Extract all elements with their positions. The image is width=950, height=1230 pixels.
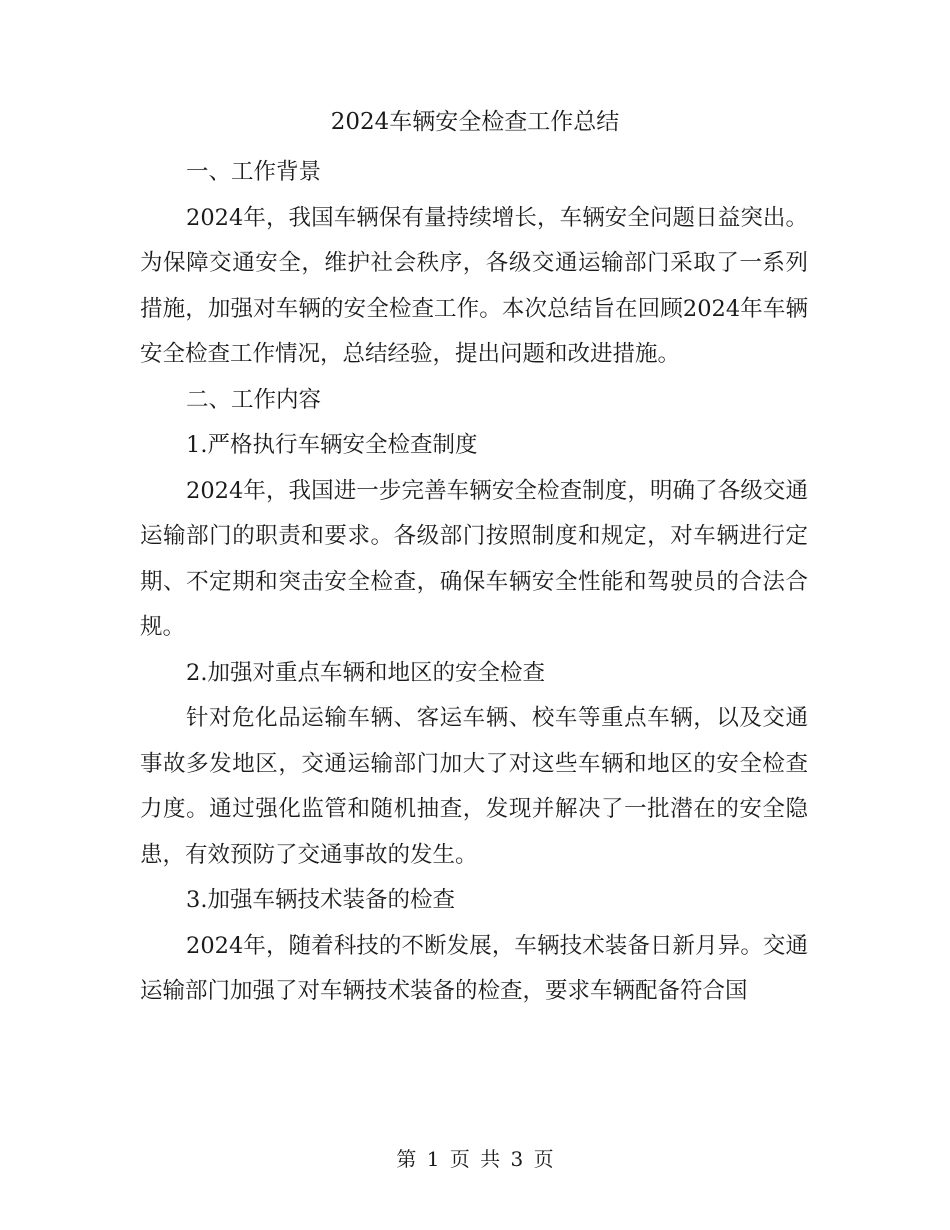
paragraph-3: 2024年，随着科技的不断发展，车辆技术装备日新月异。交通运输部门加强了对车辆技术装备的检查，要求车辆配备符合国 <box>140 932 808 1004</box>
paragraph-2: 针对危化品运输车辆、客运车辆、校车等重点车辆，以及交通事故多发地区，交通运输部门加大了对这些车辆和地区的安全检查力度。通过强化监管和随机抽查，发现并解决了一批潜在的安全隐患，有效预防了交通事故的发生。 <box>140 705 808 868</box>
document-body <box>140 150 808 1015</box>
page-number-footer: 第 1 页 共 3 页 <box>396 1147 554 1171</box>
subheading-2: 2.加强对重点车辆和地区的安全检查 <box>186 659 545 686</box>
paragraph-1: 2024年，我国进一步完善车辆安全检查制度，明确了各级交通运输部门的职责和要求。各级部门按照制度和规定，对车辆进行定期、不定期和突击安全检查，确保车辆安全性能和驾驶员的合法合规。 <box>140 477 808 640</box>
section-heading-content: 二、工作内容 <box>186 386 322 413</box>
section-heading-background: 一、工作背景 <box>186 159 322 185</box>
subheading-3: 3.加强车辆技术装备的检查 <box>186 887 455 913</box>
paragraph-background: 2024年，我国车辆保有量持续增长，车辆安全问题日益突出。为保障交通安全，维护社会秩序，各级交通运输部门采取了一系列措施，加强对车辆的安全检查工作。本次总结旨在回顾2024年车辆安全检查工作情况，总结经验，提出问题和改进措施。 <box>140 204 808 367</box>
document-title: 2024车辆安全检查工作总结 <box>330 109 620 135</box>
subheading-1: 1.严格执行车辆安全检查制度 <box>186 432 478 458</box>
